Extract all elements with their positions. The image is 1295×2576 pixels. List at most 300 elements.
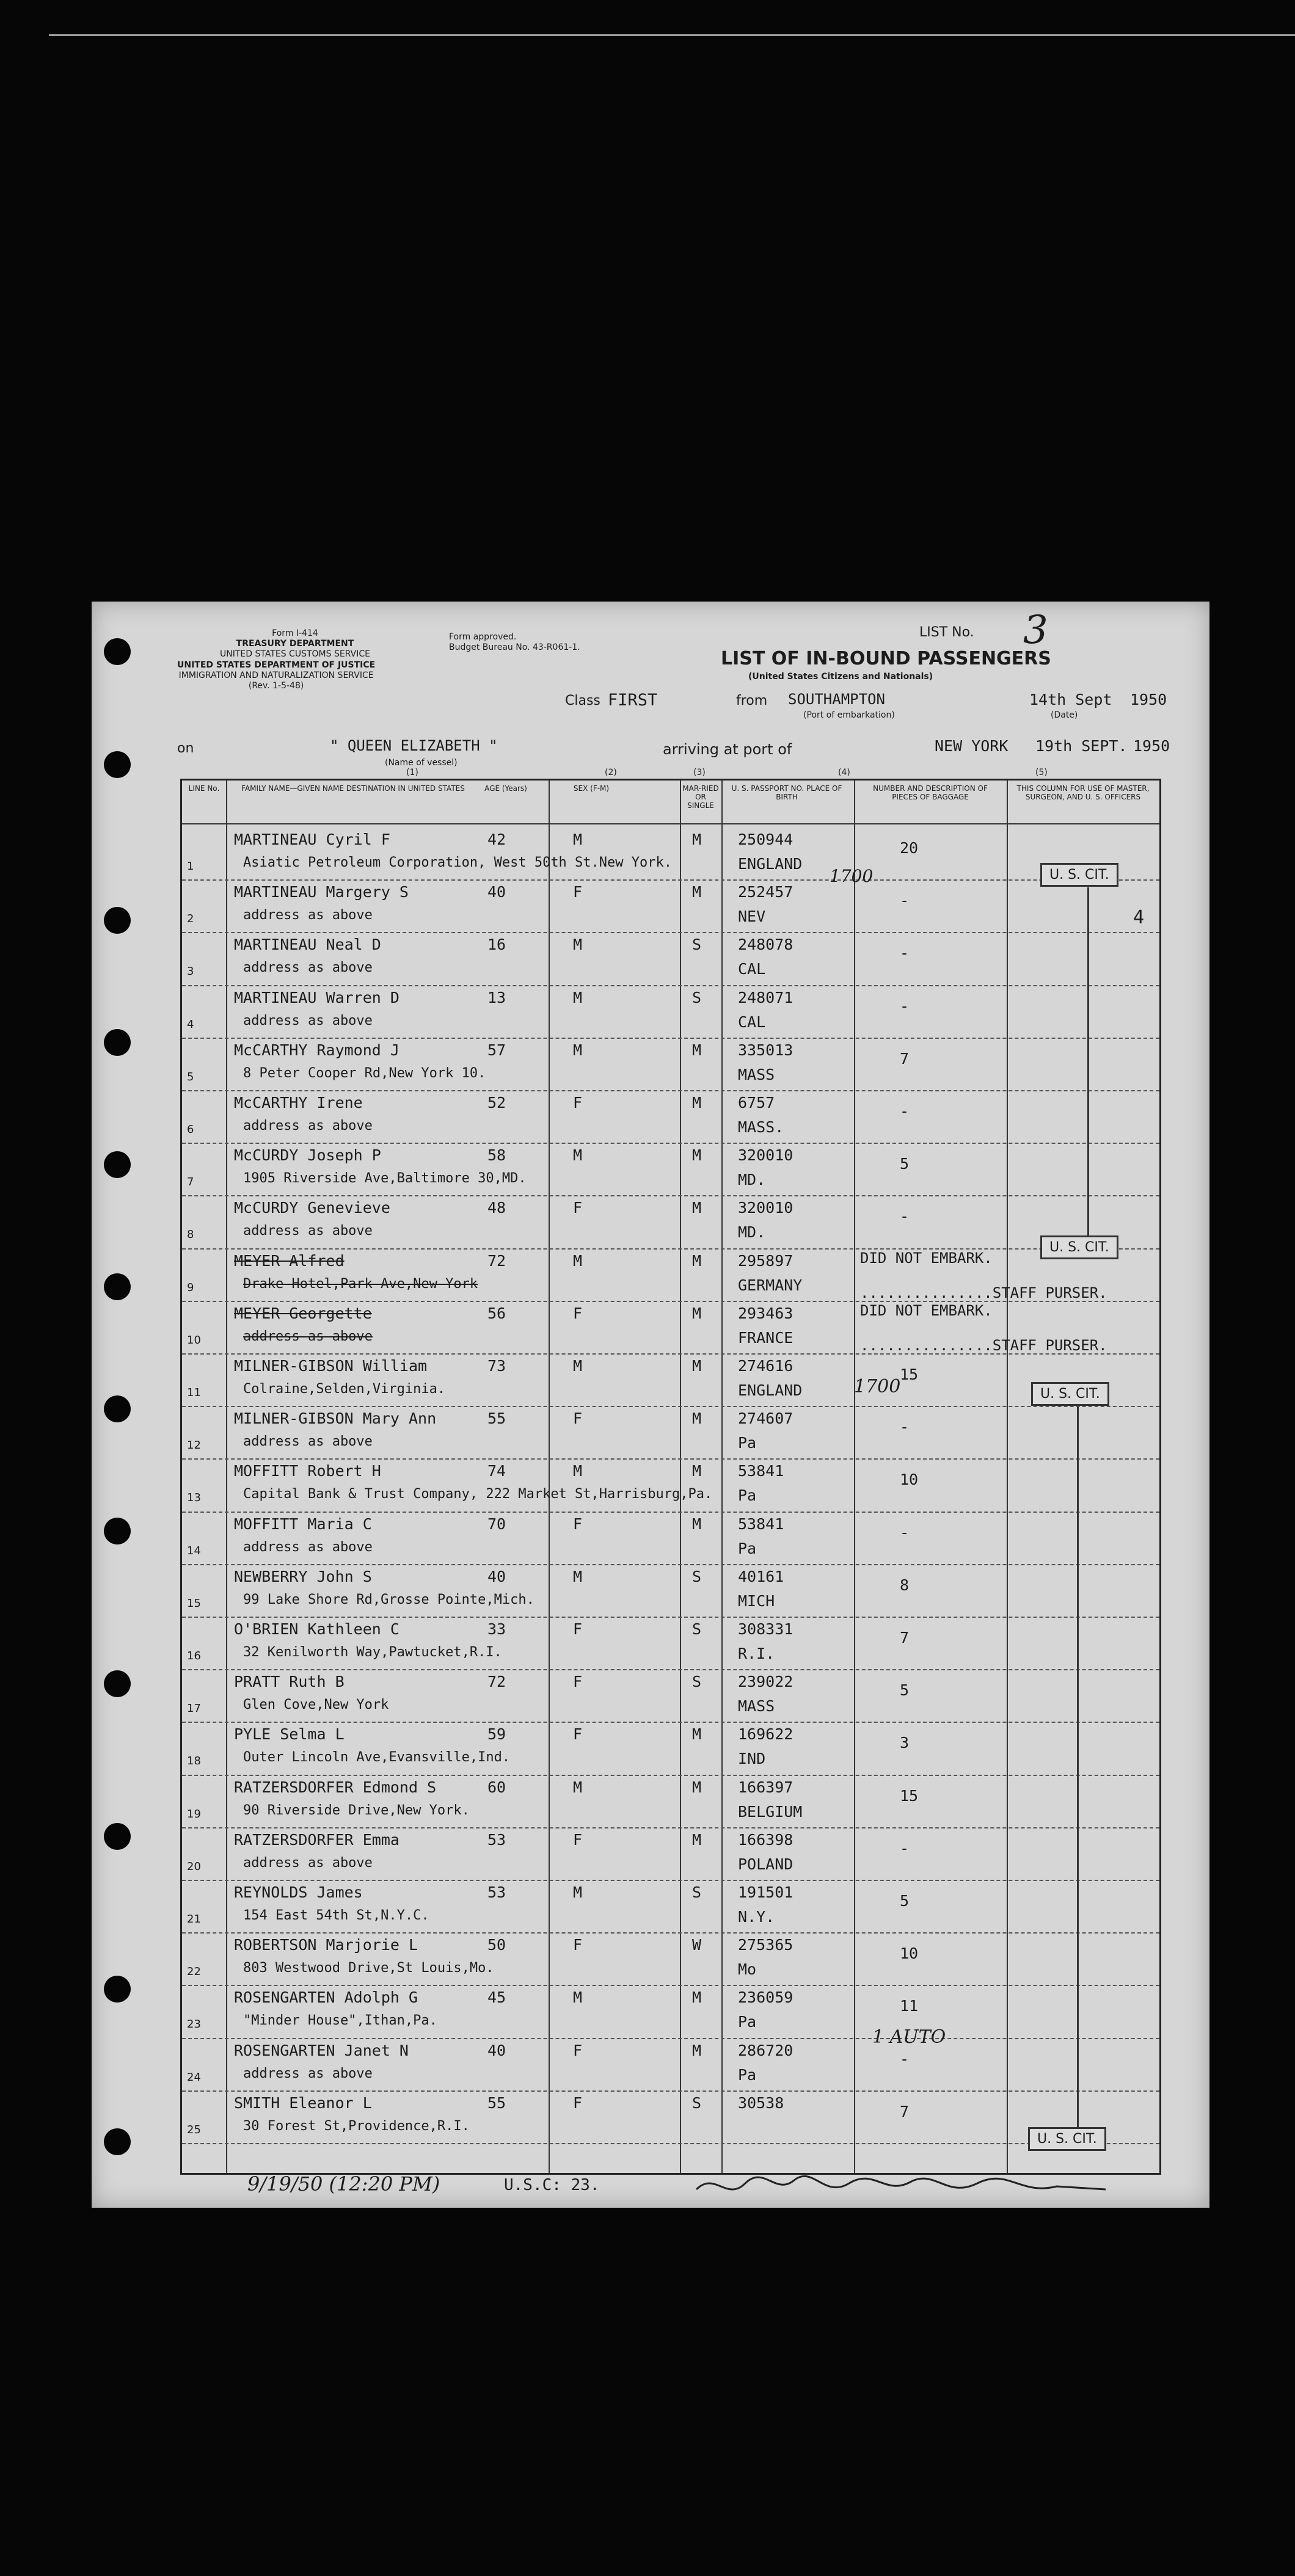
baggage: 15 xyxy=(900,1366,919,1383)
passenger-name: MOFFITT Robert H xyxy=(234,1462,381,1480)
punch-hole xyxy=(104,907,131,934)
marital-status: S xyxy=(692,1567,702,1585)
passport-number: 166397 xyxy=(738,1778,793,1796)
passenger-name: SMITH Eleanor L xyxy=(234,2094,372,2112)
sex: F xyxy=(573,2094,583,2112)
passport-number: 236059 xyxy=(738,1988,793,2007)
class-label: Class xyxy=(565,693,600,708)
place-of-birth: POLAND xyxy=(738,1855,793,1873)
passport-number: 293463 xyxy=(738,1304,793,1322)
line-number: 15 xyxy=(187,1596,201,1610)
staff-purser-note-2: ...............STAFF PURSER. xyxy=(860,1337,1107,1354)
place-of-birth: Pa xyxy=(738,1434,757,1452)
baggage: 7 xyxy=(900,2102,910,2120)
embark-date: 14th Sept xyxy=(1029,691,1112,708)
table-row xyxy=(182,1986,1159,2039)
table-row xyxy=(182,1407,1159,1460)
sex: F xyxy=(573,2041,583,2059)
baggage: 7 xyxy=(900,1629,910,1646)
punch-hole xyxy=(104,1670,131,1697)
line-number: 13 xyxy=(187,1491,201,1505)
place-of-birth: N.Y. xyxy=(738,1908,775,1926)
baggage: - xyxy=(900,997,910,1015)
passenger-name: MILNER-GIBSON William xyxy=(234,1357,428,1375)
punch-hole xyxy=(104,1823,131,1850)
customs-label: UNITED STATES CUSTOMS SERVICE xyxy=(220,649,370,659)
table-row xyxy=(182,2039,1159,2092)
treasury-label: TREASURY DEPARTMENT xyxy=(236,639,354,649)
table-row xyxy=(182,2092,1159,2144)
marital-status: M xyxy=(692,1304,702,1322)
col-header-name: FAMILY NAME—GIVEN NAME DESTINATION IN UNITED STATES xyxy=(241,784,465,793)
punch-hole xyxy=(104,1395,131,1422)
passenger-name: MOFFITT Maria C xyxy=(234,1515,372,1533)
col-header-officers: THIS COLUMN FOR USE OF MASTER, SURGEON, AND U. S. OFFICERS xyxy=(1016,784,1150,801)
sex: M xyxy=(573,1251,583,1270)
sex: M xyxy=(573,1883,583,1901)
form-agency-block xyxy=(220,628,370,660)
staff-purser-label: STAFF PURSER. xyxy=(992,1284,1107,1301)
col-header-sex: SEX (F-M) xyxy=(573,784,610,793)
table-row xyxy=(182,1513,1159,1565)
baggage: 5 xyxy=(900,1681,910,1700)
col-header-line: LINE No. xyxy=(188,784,220,793)
passenger-table xyxy=(180,779,1161,2175)
handwritten-1700: 1700 xyxy=(830,866,874,886)
sex: F xyxy=(573,1725,583,1744)
marital-status: W xyxy=(692,1936,702,1954)
destination: address as above xyxy=(243,1539,373,1555)
sex: M xyxy=(573,1462,583,1480)
age: 74 xyxy=(487,1462,506,1480)
list-no-label: LIST No. xyxy=(919,625,974,640)
table-row xyxy=(182,986,1159,1039)
line-number: 23 xyxy=(187,2018,201,2031)
col-header-passport: U. S. PASSPORT NO. PLACE OF BIRTH xyxy=(731,784,842,801)
baggage: 15 xyxy=(900,1786,919,1805)
line-number: 16 xyxy=(187,1650,201,1662)
passport-number: 250944 xyxy=(738,831,793,848)
marital-status: S xyxy=(692,936,702,954)
marital-status: M xyxy=(692,2041,702,2059)
document-title: LIST OF IN-BOUND PASSENGERS xyxy=(721,648,1051,669)
passenger-name: ROSENGARTEN Janet N xyxy=(234,2041,409,2059)
line-number: 10 xyxy=(187,1333,201,1347)
sex: F xyxy=(573,883,583,901)
passport-number: 320010 xyxy=(738,1146,793,1165)
arrival-date: 19th SEPT. xyxy=(1035,737,1128,755)
place-of-birth: BELGIUM xyxy=(738,1802,803,1821)
marital-status: M xyxy=(692,1778,702,1796)
punch-hole xyxy=(104,1151,131,1178)
destination: Capital Bank & Trust Company, 222 Market St,Harrisburg,Pa. xyxy=(243,1486,713,1502)
margin-number: 4 xyxy=(1133,907,1145,928)
line-number: 18 xyxy=(187,1755,201,1768)
place-of-birth: Mo xyxy=(738,1960,757,1979)
passport-number: 274607 xyxy=(738,1410,793,1428)
destination: 30 Forest St,Providence,R.I. xyxy=(243,2118,470,2134)
passport-number: 335013 xyxy=(738,1041,793,1059)
passport-number: 295897 xyxy=(738,1251,793,1270)
destination: 99 Lake Shore Rd,Grosse Pointe,Mich. xyxy=(243,1592,534,1607)
line-number: 3 xyxy=(187,965,194,978)
justice-label: UNITED STATES DEPARTMENT OF JUSTICE xyxy=(177,660,376,670)
baggage: 10 xyxy=(900,1945,919,1963)
punch-hole xyxy=(104,2128,131,2155)
passport-number: 30538 xyxy=(738,2094,784,2112)
passport-number: 248071 xyxy=(738,988,793,1006)
table-row xyxy=(182,1618,1159,1670)
table-row xyxy=(182,828,1159,881)
form-approval xyxy=(449,632,580,653)
place-of-birth: MD. xyxy=(738,1171,766,1189)
age: 50 xyxy=(487,1936,506,1954)
punch-hole xyxy=(104,1273,131,1300)
sex: M xyxy=(573,936,583,954)
age: 70 xyxy=(487,1515,506,1533)
baggage: - xyxy=(900,1523,910,1541)
us-citizen-stamp: U. S. CIT. xyxy=(1028,2127,1106,2151)
marital-status: M xyxy=(692,1410,702,1428)
marital-status: M xyxy=(692,1357,702,1375)
age: 56 xyxy=(487,1304,506,1322)
place-of-birth: MASS xyxy=(738,1697,775,1716)
destination: 90 Riverside Drive,New York. xyxy=(243,1802,470,1818)
place-of-birth: Pa xyxy=(738,1486,757,1505)
baggage: 5 xyxy=(900,1892,910,1910)
passenger-name: McCURDY Joseph P xyxy=(234,1146,381,1165)
marital-status: M xyxy=(692,1515,702,1533)
baggage: 8 xyxy=(900,1576,910,1594)
col-num-5: (5) xyxy=(1035,768,1048,777)
passport-number: 320010 xyxy=(738,1199,793,1217)
passenger-name: MARTINEAU Margery S xyxy=(234,883,409,901)
age: 72 xyxy=(487,1673,506,1691)
revision-label: (Rev. 1-5-48) xyxy=(248,681,304,691)
bracket-line xyxy=(1077,1406,1079,2127)
age: 60 xyxy=(487,1778,506,1796)
line-number: 2 xyxy=(187,912,194,926)
top-border-line xyxy=(49,34,1295,36)
line-number: 11 xyxy=(187,1386,201,1399)
place-of-birth: MASS xyxy=(738,1065,775,1083)
passenger-name: MILNER-GIBSON Mary Ann xyxy=(234,1410,437,1428)
baggage: - xyxy=(900,1418,910,1436)
table-row xyxy=(182,881,1159,933)
form-number: Form I-414 xyxy=(272,628,318,638)
destination: address as above xyxy=(243,2065,373,2081)
passport-number: 166398 xyxy=(738,1830,793,1849)
place-of-birth: FRANCE xyxy=(738,1328,793,1347)
line-number: 17 xyxy=(187,1702,201,1716)
inspector-signature xyxy=(690,2165,1118,2208)
col-num-1: (1) xyxy=(406,768,418,777)
sex: F xyxy=(573,1304,583,1322)
sex: F xyxy=(573,1673,583,1691)
budget-bureau: Budget Bureau No. 43-R061-1. xyxy=(449,642,580,652)
place-of-birth: IND xyxy=(738,1750,766,1768)
list-no-value: 3 xyxy=(1023,608,1048,653)
baggage: - xyxy=(900,944,910,962)
table-row xyxy=(182,1670,1159,1723)
marital-status: M xyxy=(692,1830,702,1849)
handwritten-auto: 1 AUTO xyxy=(872,2026,946,2048)
passport-number: 53841 xyxy=(738,1515,784,1533)
col-num-3: (3) xyxy=(693,768,706,777)
age: 48 xyxy=(487,1199,506,1217)
sex: M xyxy=(573,1778,583,1796)
baggage: DID NOT EMBARK. xyxy=(860,1301,993,1319)
baggage: - xyxy=(900,1207,910,1226)
age: 13 xyxy=(487,988,506,1006)
passport-number: 275365 xyxy=(738,1936,793,1954)
passenger-name: RATZERSDORFER Emma xyxy=(234,1830,399,1849)
age: 55 xyxy=(487,2094,506,2112)
baggage: 7 xyxy=(900,1049,910,1068)
baggage: - xyxy=(900,1839,910,1857)
punch-hole xyxy=(104,638,131,665)
arriving-label: arriving at port of xyxy=(663,741,792,758)
port-of-embarkation: SOUTHAMPTON xyxy=(788,691,885,708)
table-row xyxy=(182,1565,1159,1618)
sex: F xyxy=(573,1515,583,1533)
age: 53 xyxy=(487,1830,506,1849)
handwritten-1700: 1700 xyxy=(854,1376,901,1397)
passenger-name: McCURDY Genevieve xyxy=(234,1199,390,1217)
marital-status: M xyxy=(692,1041,702,1059)
passport-number: 191501 xyxy=(738,1883,793,1901)
place-of-birth: Pa xyxy=(738,2065,757,2084)
col-num-2: (2) xyxy=(605,768,617,777)
baggage: 3 xyxy=(900,1734,910,1752)
age: 55 xyxy=(487,1410,506,1428)
staff-purser-note-1: ...............STAFF PURSER. xyxy=(860,1284,1107,1301)
passenger-name: REYNOLDS James xyxy=(234,1883,363,1901)
embark-year: 1950 xyxy=(1130,691,1167,708)
place-of-birth: ENGLAND xyxy=(738,855,803,873)
line-number: 19 xyxy=(187,1807,201,1821)
line-number: 4 xyxy=(187,1017,194,1031)
destination: Asiatic Petroleum Corporation, West 50th St.New York. xyxy=(243,855,672,870)
passenger-name: McCARTHY Irene xyxy=(234,1094,363,1112)
ins-label: IMMIGRATION AND NATURALIZATION SERVICE xyxy=(178,671,374,680)
passport-number: 248078 xyxy=(738,936,793,954)
arrival-port: NEW YORK xyxy=(935,737,1009,755)
destination: Colraine,Selden,Virginia. xyxy=(243,1381,446,1397)
age: 40 xyxy=(487,1567,506,1585)
place-of-birth: NEV xyxy=(738,908,766,926)
marital-status: S xyxy=(692,1620,702,1638)
marital-status: M xyxy=(692,1146,702,1165)
baggage: 11 xyxy=(900,1997,919,2015)
passenger-name: NEWBERRY John S xyxy=(234,1567,372,1585)
marital-status: M xyxy=(692,1988,702,2007)
document-subtitle: (United States Citizens and Nationals) xyxy=(748,672,933,682)
age: 40 xyxy=(487,883,506,901)
baggage: - xyxy=(900,892,910,910)
line-number: 20 xyxy=(187,1860,201,1873)
vessel-caption: (Name of vessel) xyxy=(385,758,458,768)
form-approved: Form approved. xyxy=(449,632,517,642)
staff-purser-label: STAFF PURSER. xyxy=(992,1337,1107,1354)
marital-status: S xyxy=(692,2094,702,2112)
place-of-birth: MASS. xyxy=(738,1118,784,1136)
passport-number: 169622 xyxy=(738,1725,793,1744)
table-row xyxy=(182,1776,1159,1828)
line-number: 14 xyxy=(187,1544,201,1557)
vessel-name: " QUEEN ELIZABETH " xyxy=(330,737,498,754)
row-divider xyxy=(182,2143,1159,2144)
line-number: 22 xyxy=(187,1965,201,1979)
place-of-birth: CAL xyxy=(738,1013,766,1031)
punch-hole xyxy=(104,1976,131,2003)
bracket-line xyxy=(1087,887,1089,1235)
marital-status: M xyxy=(692,831,702,848)
passport-number: 53841 xyxy=(738,1462,784,1480)
punch-hole xyxy=(104,1518,131,1545)
footer-date: 9/19/50 (12:20 PM) xyxy=(247,2172,440,2196)
destination: 803 Westwood Drive,St Louis,Mo. xyxy=(243,1960,494,1976)
age: 42 xyxy=(487,831,506,848)
us-citizen-stamp: U. S. CIT. xyxy=(1040,1235,1118,1259)
table-row xyxy=(182,1039,1159,1091)
line-number: 9 xyxy=(187,1281,194,1294)
age: 73 xyxy=(487,1357,506,1375)
col-header-baggage: NUMBER AND DESCRIPTION OF PIECES OF BAGGAGE xyxy=(873,784,988,801)
sex: F xyxy=(573,1620,583,1638)
age: 45 xyxy=(487,1988,506,2007)
baggage: DID NOT EMBARK. xyxy=(860,1249,993,1267)
sex: M xyxy=(573,1567,583,1585)
destination: "Minder House",Ithan,Pa. xyxy=(243,2013,437,2029)
destination: 32 Kenilworth Way,Pawtucket,R.I. xyxy=(243,1645,502,1660)
age: 52 xyxy=(487,1094,506,1112)
sex: F xyxy=(573,1410,583,1428)
line-number: 7 xyxy=(187,1176,194,1189)
marital-status: S xyxy=(692,988,702,1006)
baggage: 20 xyxy=(900,839,919,857)
passport-number: 274616 xyxy=(738,1357,793,1375)
table-row xyxy=(182,1091,1159,1144)
justice-block xyxy=(177,660,375,691)
passenger-name: O'BRIEN Kathleen C xyxy=(234,1620,399,1638)
age: 40 xyxy=(487,2041,506,2059)
destination: 154 East 54th St,N.Y.C. xyxy=(243,1908,429,1923)
baggage: - xyxy=(900,2050,910,2068)
marital-status: M xyxy=(692,1725,702,1744)
marital-status: S xyxy=(692,1673,702,1691)
sex: M xyxy=(573,1041,583,1059)
marital-status: S xyxy=(692,1883,702,1901)
marital-status: M xyxy=(692,1251,702,1270)
destination: Glen Cove,New York xyxy=(243,1697,389,1713)
col-num-4: (4) xyxy=(838,768,850,777)
table-row xyxy=(182,1144,1159,1196)
marital-status: M xyxy=(692,1199,702,1217)
marital-status: M xyxy=(692,1462,702,1480)
sex: M xyxy=(573,1357,583,1375)
sex: F xyxy=(573,1094,583,1112)
passenger-name: MEYER Georgette xyxy=(234,1304,372,1322)
place-of-birth: Pa xyxy=(738,2013,757,2031)
us-citizen-stamp: U. S. CIT. xyxy=(1031,1382,1109,1406)
table-row xyxy=(182,1723,1159,1775)
col-header-married: MAR-RIED OR SINGLE xyxy=(682,784,719,810)
destination: address as above xyxy=(243,960,373,976)
destination: address as above xyxy=(243,1434,373,1450)
line-number: 6 xyxy=(187,1123,194,1136)
table-row xyxy=(182,1196,1159,1249)
table-row xyxy=(182,1934,1159,1986)
passenger-name: MEYER Alfred xyxy=(234,1251,345,1270)
passport-number: 308331 xyxy=(738,1620,793,1638)
destination: 8 Peter Cooper Rd,New York 10. xyxy=(243,1065,486,1081)
age: 16 xyxy=(487,936,506,954)
passenger-name: ROBERTSON Marjorie L xyxy=(234,1936,418,1954)
place-of-birth: MD. xyxy=(738,1223,766,1242)
place-of-birth: CAL xyxy=(738,960,766,978)
destination: address as above xyxy=(243,908,373,923)
destination: address as above xyxy=(243,1118,373,1133)
age: 59 xyxy=(487,1725,506,1744)
passenger-name: McCARTHY Raymond J xyxy=(234,1041,399,1059)
passport-number: 6757 xyxy=(738,1094,775,1112)
passenger-name: MARTINEAU Warren D xyxy=(234,988,399,1006)
line-number: 24 xyxy=(187,2070,201,2084)
place-of-birth: MICH xyxy=(738,1592,775,1610)
line-number: 21 xyxy=(187,1913,201,1926)
place-of-birth: R.I. xyxy=(738,1645,775,1662)
destination: address as above xyxy=(243,1013,373,1028)
line-number: 5 xyxy=(187,1070,194,1083)
passenger-name: MARTINEAU Neal D xyxy=(234,936,381,954)
age: 57 xyxy=(487,1041,506,1059)
line-number: 1 xyxy=(187,860,194,873)
age: 53 xyxy=(487,1883,506,1901)
passenger-name: MARTINEAU Cyril F xyxy=(234,831,390,848)
col-header-age: AGE (Years) xyxy=(484,784,527,793)
us-citizen-stamp: U. S. CIT. xyxy=(1040,863,1118,887)
sex: M xyxy=(573,1146,583,1165)
place-of-birth: ENGLAND xyxy=(738,1381,803,1399)
sex: F xyxy=(573,1199,583,1217)
destination: address as above xyxy=(243,1223,373,1239)
place-of-birth: GERMANY xyxy=(738,1276,803,1294)
footer-usc-count: U.S.C: 23. xyxy=(504,2176,600,2194)
table-row xyxy=(182,933,1159,986)
punch-hole xyxy=(104,751,131,778)
marital-status: M xyxy=(692,883,702,901)
marital-status: M xyxy=(692,1094,702,1112)
passenger-name: RATZERSDORFER Edmond S xyxy=(234,1778,437,1796)
age: 33 xyxy=(487,1620,506,1638)
punch-hole xyxy=(104,1029,131,1056)
baggage: 10 xyxy=(900,1471,919,1489)
sex: M xyxy=(573,831,583,848)
age: 72 xyxy=(487,1251,506,1270)
destination: 1905 Riverside Ave,Baltimore 30,MD. xyxy=(243,1171,527,1187)
sex: F xyxy=(573,1936,583,1954)
date-caption: (Date) xyxy=(1051,710,1078,720)
destination: address as above xyxy=(243,1328,373,1344)
port-caption: (Port of embarkation) xyxy=(803,710,895,720)
table-row xyxy=(182,1828,1159,1881)
passenger-name: PRATT Ruth B xyxy=(234,1673,345,1691)
age: 58 xyxy=(487,1146,506,1165)
from-label: from xyxy=(736,693,768,708)
line-number: 8 xyxy=(187,1228,194,1242)
table-row xyxy=(182,1355,1159,1407)
